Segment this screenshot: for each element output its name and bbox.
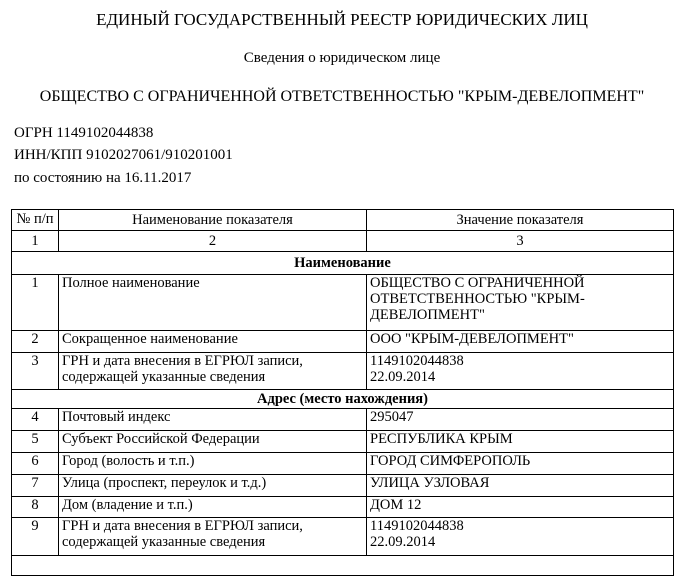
row-name: Дом (владение и т.п.): [59, 497, 367, 518]
table-row: [12, 431, 674, 453]
section-title: Адрес (место нахождения): [12, 390, 674, 409]
row-value: ОБЩЕСТВО С ОГРАНИЧЕННОЙ ОТВЕТСТВЕННОСТЬЮ "КРЫМ-ДЕВЕЛОПМЕНТ": [367, 275, 674, 331]
table-row: [12, 475, 674, 497]
as-of-date: по состоянию на 16.11.2017: [14, 170, 192, 186]
row-value: РЕСПУБЛИКА КРЫМ: [367, 431, 674, 453]
row-number: 6: [12, 453, 59, 475]
ogrn: ОГРН 1149102044838: [14, 125, 154, 141]
row-name: Улица (проспект, переулок и т.д.): [59, 475, 367, 497]
table-row: [12, 275, 674, 331]
row-name: ГРН и дата внесения в ЕГРЮЛ записи, содержащей указанные сведения: [59, 353, 367, 390]
row-number: 3: [12, 353, 59, 390]
row-number: 4: [12, 409, 59, 431]
column-number: 2: [59, 231, 367, 252]
entry-date: 22.09.2014: [370, 534, 436, 550]
document-subtitle: Сведения о юридическом лице: [243, 50, 441, 66]
row-name: Почтовый индекс: [59, 409, 367, 431]
row-value: УЛИЦА УЗЛОВАЯ: [367, 475, 674, 497]
grn: 1149102044838: [370, 518, 464, 534]
row-number: 8: [12, 497, 59, 518]
column-number-row: [12, 231, 674, 252]
registry-table: [11, 209, 674, 576]
header-cell: Значение показателя: [367, 210, 674, 231]
row-number: 1: [12, 275, 59, 331]
table-header-row: [12, 210, 674, 231]
grn: 1149102044838: [370, 353, 464, 369]
row-number: 2: [12, 331, 59, 353]
column-number: 3: [367, 231, 674, 252]
document-title: ЕДИНЫЙ ГОСУДАРСТВЕННЫЙ РЕЕСТР ЮРИДИЧЕСКИХ ЛИЦ: [96, 10, 588, 29]
entry-date: 22.09.2014: [370, 369, 436, 385]
section-row: [12, 390, 674, 409]
row-number: 7: [12, 475, 59, 497]
row-value: 295047: [367, 409, 674, 431]
column-number: 1: [12, 231, 59, 252]
company-name: ОБЩЕСТВО С ОГРАНИЧЕННОЙ ОТВЕТСТВЕННОСТЬЮ "КРЫМ-ДЕВЕЛОПМЕНТ": [39, 88, 645, 105]
row-name: Сокращенное наименование: [59, 331, 367, 353]
row-name: Полное наименование: [59, 275, 367, 331]
inn-kpp: ИНН/КПП 9102027061/910201001: [14, 147, 233, 163]
row-value: ГОРОД СИМФЕРОПОЛЬ: [367, 453, 674, 475]
row-value: ДОМ 12: [367, 497, 674, 518]
table-row: [12, 353, 674, 390]
row-value: ООО "КРЫМ-ДЕВЕЛОПМЕНТ": [367, 331, 674, 353]
table-row: [12, 518, 674, 556]
row-value: [367, 353, 674, 390]
table-row: [12, 409, 674, 431]
header-cell: № п/п: [12, 210, 59, 231]
section-title: Наименование: [12, 252, 674, 275]
row-value: [367, 518, 674, 556]
row-number: 9: [12, 518, 59, 556]
row-name: Субъект Российской Федерации: [59, 431, 367, 453]
table-row: [12, 453, 674, 475]
row-name: Город (волость и т.п.): [59, 453, 367, 475]
header-cell: Наименование показателя: [59, 210, 367, 231]
row-name: ГРН и дата внесения в ЕГРЮЛ записи, содержащей указанные сведения: [59, 518, 367, 556]
section-row: [12, 252, 674, 275]
table-row: [12, 331, 674, 353]
row-number: 5: [12, 431, 59, 453]
table-row: [12, 497, 674, 518]
